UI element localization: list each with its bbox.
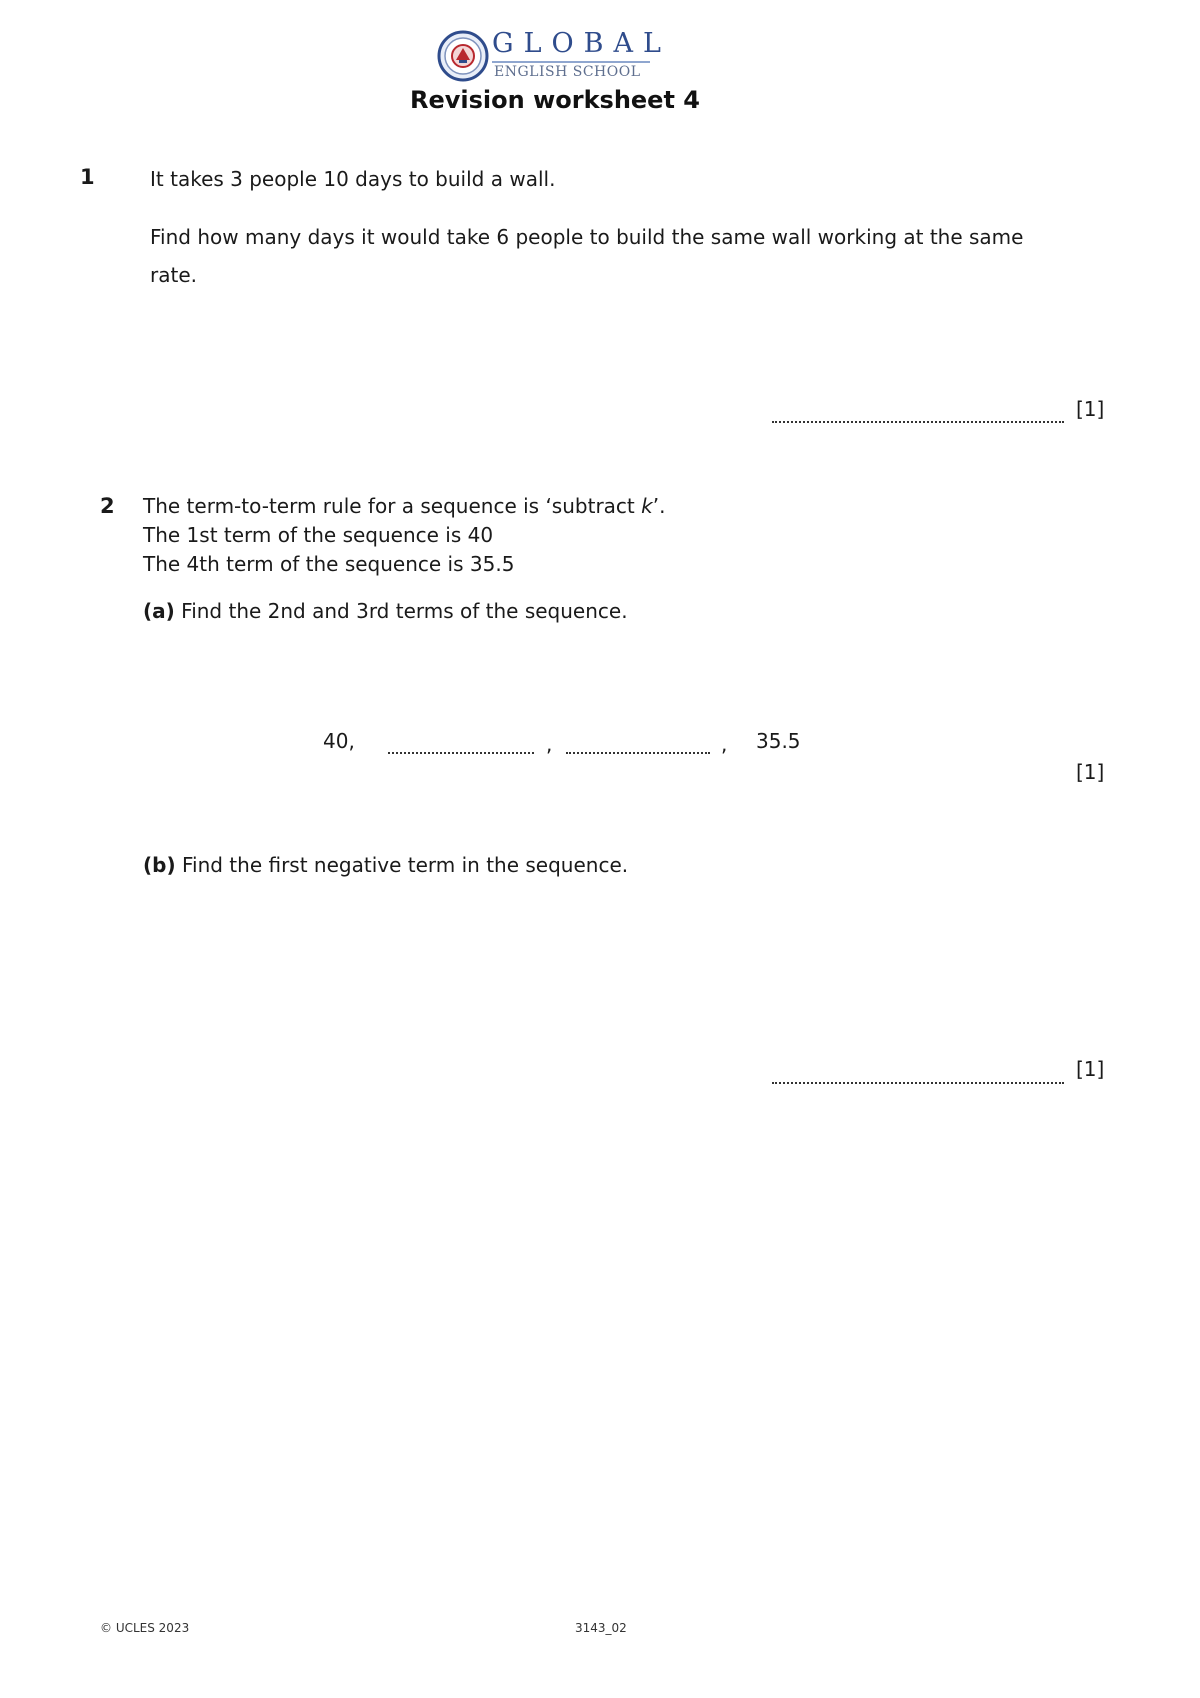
- footer-copyright: © UCLES 2023: [100, 1621, 190, 1635]
- sequence-first-term: 40,: [323, 729, 355, 753]
- question-2b-text: Find the first negative term in the sequence.: [175, 853, 629, 877]
- sequence-comma-2: ,: [721, 732, 728, 756]
- question-2-stem: [143, 493, 665, 519]
- question-2b-label: (b): [143, 853, 176, 877]
- question-2-stem-suffix: ’.: [652, 494, 666, 518]
- logo-divider: [492, 61, 650, 63]
- school-subname-logo-text: ENGLISH SCHOOL: [494, 64, 641, 80]
- question-2b-prompt: [143, 852, 628, 878]
- question-2a-mark: [1]: [1076, 760, 1105, 784]
- question-2-stem-variable: k: [641, 494, 653, 518]
- question-2a-text: Find the 2nd and 3rd terms of the sequence.: [174, 599, 628, 623]
- question-2b-mark: [1]: [1076, 1057, 1105, 1081]
- sequence-fourth-term: 35.5: [756, 729, 801, 753]
- question-2-number: 2: [100, 494, 115, 518]
- question-1-line-2: Find how many days it would take 6 people to build the same wall working at the same: [150, 225, 1024, 249]
- question-1-number: 1: [80, 165, 95, 189]
- question-2b-answer-line[interactable]: [772, 1082, 1064, 1084]
- sequence-second-term-blank[interactable]: [388, 752, 534, 754]
- question-2-stem-prefix: The term-to-term rule for a sequence is ‘subtract: [143, 494, 642, 518]
- footer-paper-code: 3143_02: [575, 1621, 627, 1635]
- question-1-line-3: rate.: [150, 263, 197, 287]
- question-2-line-2: The 1st term of the sequence is 40: [143, 523, 494, 547]
- question-1-mark: [1]: [1076, 397, 1105, 421]
- sequence-comma-1: ,: [546, 732, 553, 756]
- question-1-line-1: It takes 3 people 10 days to build a wall.: [150, 167, 556, 191]
- worksheet-title: Revision worksheet 4: [410, 86, 700, 114]
- question-2-line-3: The 4th term of the sequence is 35.5: [143, 552, 515, 576]
- question-1-answer-line[interactable]: [772, 421, 1064, 423]
- sequence-third-term-blank[interactable]: [566, 752, 710, 754]
- question-2a-label: (a): [143, 599, 175, 623]
- question-2a-prompt: [143, 598, 628, 624]
- school-name-logo-text: GLOBAL: [492, 28, 671, 59]
- school-logo-emblem: [437, 30, 489, 82]
